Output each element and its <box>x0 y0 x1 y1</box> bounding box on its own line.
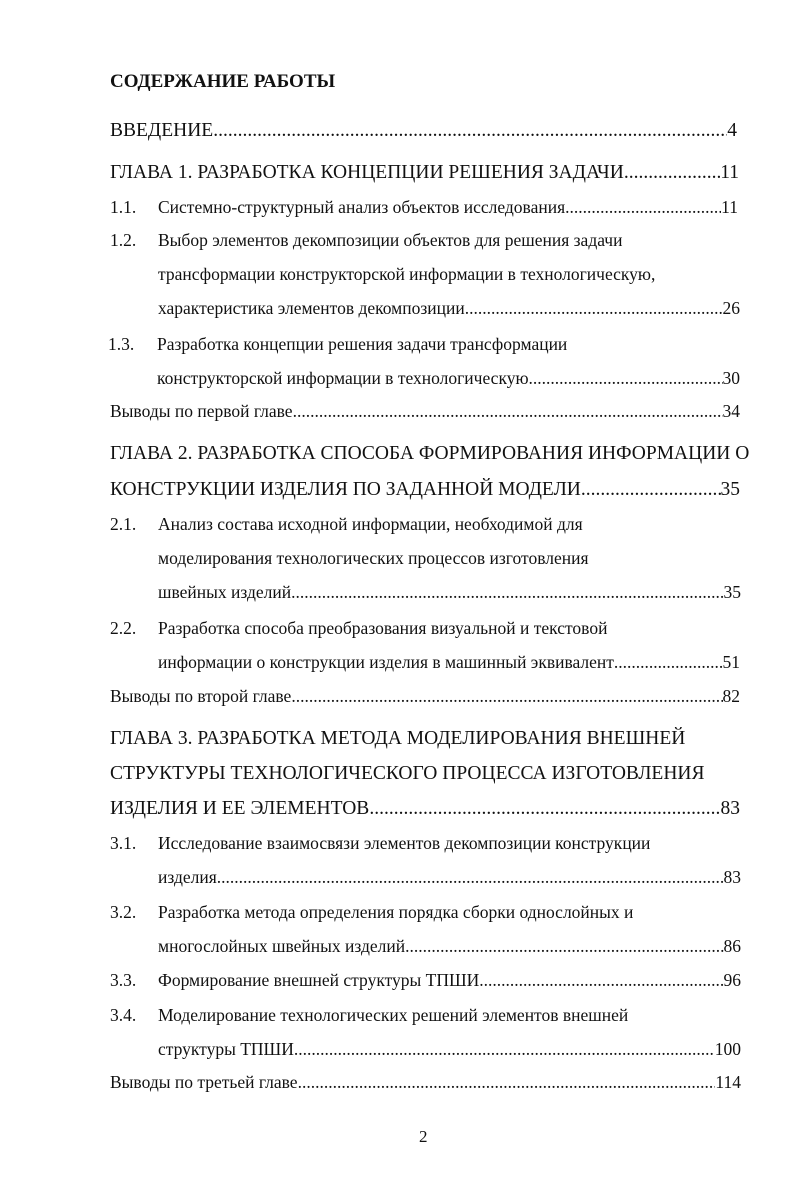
toc-page-number: 96 <box>723 970 741 990</box>
toc-entry-title-line: СТРУКТУРЫ ТЕХНОЛОГИЧЕСКОГО ПРОЦЕССА ИЗГОТОВЛЕНИЯ <box>110 763 705 784</box>
toc-page-number: 51 <box>722 652 740 672</box>
toc-entry-title: Формирование внешней структуры ТПШИ <box>158 970 480 990</box>
toc-entry-title: структуры ТПШИ <box>158 1039 294 1059</box>
toc-entry-section-3-4 <box>158 1041 741 1059</box>
section-number: 1.2. <box>110 230 137 250</box>
toc-entry-title: ИЗДЕЛИЯ И ЕЕ ЭЛЕМЕНТОВ <box>110 798 370 819</box>
toc-page-number: 83 <box>720 798 740 819</box>
section-number: 3.1. <box>110 833 137 853</box>
toc-entry-conclusions-1 <box>110 403 740 421</box>
toc-page-number: 35 <box>720 479 740 500</box>
toc-entry-section-3-1 <box>158 869 741 887</box>
dot-leader <box>565 199 721 217</box>
dot-leader <box>581 480 721 500</box>
toc-entry-title-line: Разработка концепции решения задачи трансформации <box>157 334 568 354</box>
toc-entry-conclusions-2 <box>110 688 740 706</box>
section-number: 1.3. <box>108 334 135 354</box>
toc-entry-intro <box>110 121 737 141</box>
toc-page-number: 26 <box>722 298 740 318</box>
toc-entry-title-line: ГЛАВА 3. РАЗРАБОТКА МЕТОДА МОДЕЛИРОВАНИЯ ВНЕШНЕЙ <box>110 728 686 749</box>
dot-leader <box>217 869 724 887</box>
toc-entry-title: ВВЕДЕНИЕ <box>110 120 214 141</box>
toc-page-number: 11 <box>721 197 738 217</box>
toc-entry-title: изделия <box>158 867 217 887</box>
toc-entry-title-line: трансформации конструкторской информации в технологическую, <box>158 264 656 284</box>
toc-entry-chapter-3 <box>110 799 740 819</box>
toc-entry-title: Выводы по третьей главе <box>110 1072 298 1092</box>
toc-entry-section-1-2 <box>158 300 740 318</box>
dot-leader <box>291 584 723 602</box>
dot-leader <box>369 799 720 819</box>
toc-entry-title: конструкторской информации в технологическую <box>157 368 529 388</box>
toc-entry-section-3-3 <box>158 972 741 990</box>
toc-entry-section-2-2 <box>158 654 740 672</box>
toc-entry-section-1-3 <box>157 370 740 388</box>
dot-leader <box>294 1041 715 1059</box>
dot-leader <box>529 370 723 388</box>
toc-entry-chapter-1 <box>110 163 739 183</box>
toc-entry-title-line: ГЛАВА 2. РАЗРАБОТКА СПОСОБА ФОРМИРОВАНИЯ ИНФОРМАЦИИ О <box>110 443 750 464</box>
toc-entry-title-line: Анализ состава исходной информации, необходимой для <box>158 514 583 534</box>
section-number: 2.1. <box>110 514 137 534</box>
page-number: 2 <box>419 1127 428 1146</box>
dot-leader <box>614 654 723 672</box>
toc-page-number: 4 <box>727 120 737 141</box>
toc-page-number: 86 <box>723 936 741 956</box>
dot-leader <box>213 121 727 141</box>
toc-page-number: 100 <box>714 1039 741 1059</box>
toc-entry-title-line: Разработка метода определения порядка сборки однослойных и <box>158 902 634 922</box>
dot-leader <box>298 1074 716 1092</box>
toc-entry-title: швейных изделий <box>158 582 292 602</box>
dot-leader <box>405 938 723 956</box>
section-number: 2.2. <box>110 618 137 638</box>
dot-leader <box>624 163 720 183</box>
toc-entry-title: Системно-структурный анализ объектов исследования <box>158 197 566 217</box>
toc-entry-title: многослойных швейных изделий <box>158 936 406 956</box>
page-title: СОДЕРЖАНИЕ РАБОТЫ <box>110 71 336 92</box>
toc-entry-chapter-2 <box>110 480 740 500</box>
section-number: 3.4. <box>110 1005 137 1025</box>
toc-page-number: 34 <box>722 401 740 421</box>
toc-entry-title: характеристика элементов декомпозиции <box>158 298 465 318</box>
toc-entry-title: Выводы по второй главе <box>110 686 292 706</box>
section-number: 1.1. <box>110 197 137 217</box>
section-number: 3.2. <box>110 902 137 922</box>
toc-entry-title-line: Выбор элементов декомпозиции объектов для решения задачи <box>158 230 623 250</box>
toc-page-number: 30 <box>722 368 740 388</box>
toc-entry-section-1-1 <box>158 199 738 217</box>
dot-leader <box>465 300 723 318</box>
toc-entry-title-line: моделирования технологических процессов изготовления <box>158 548 589 568</box>
toc-entry-title-line: Моделирование технологических решений элементов внешней <box>158 1005 629 1025</box>
toc-entry-conclusions-3 <box>110 1074 741 1092</box>
dot-leader <box>291 688 722 706</box>
toc-entry-title: информации о конструкции изделия в машинный эквивалент <box>158 652 614 672</box>
toc-page-number: 83 <box>723 867 741 887</box>
dot-leader <box>479 972 723 990</box>
toc-page-number: 82 <box>722 686 740 706</box>
dot-leader <box>293 403 723 421</box>
toc-entry-title-line: Разработка способа преобразования визуальной и текстовой <box>158 618 608 638</box>
toc-page-number: 114 <box>715 1072 741 1092</box>
toc-page-number: 11 <box>720 162 739 183</box>
toc-entry-section-2-1 <box>158 584 741 602</box>
toc-entry-title: КОНСТРУКЦИИ ИЗДЕЛИЯ ПО ЗАДАННОЙ МОДЕЛИ <box>110 479 581 500</box>
section-number: 3.3. <box>110 970 137 990</box>
toc-page-number: 35 <box>723 582 741 602</box>
toc-entry-title: Выводы по первой главе <box>110 401 293 421</box>
toc-entry-section-3-2 <box>158 938 741 956</box>
toc-entry-title: ГЛАВА 1. РАЗРАБОТКА КОНЦЕПЦИИ РЕШЕНИЯ ЗАДАЧИ <box>110 162 624 183</box>
toc-entry-title-line: Исследование взаимосвязи элементов декомпозиции конструкции <box>158 833 651 853</box>
